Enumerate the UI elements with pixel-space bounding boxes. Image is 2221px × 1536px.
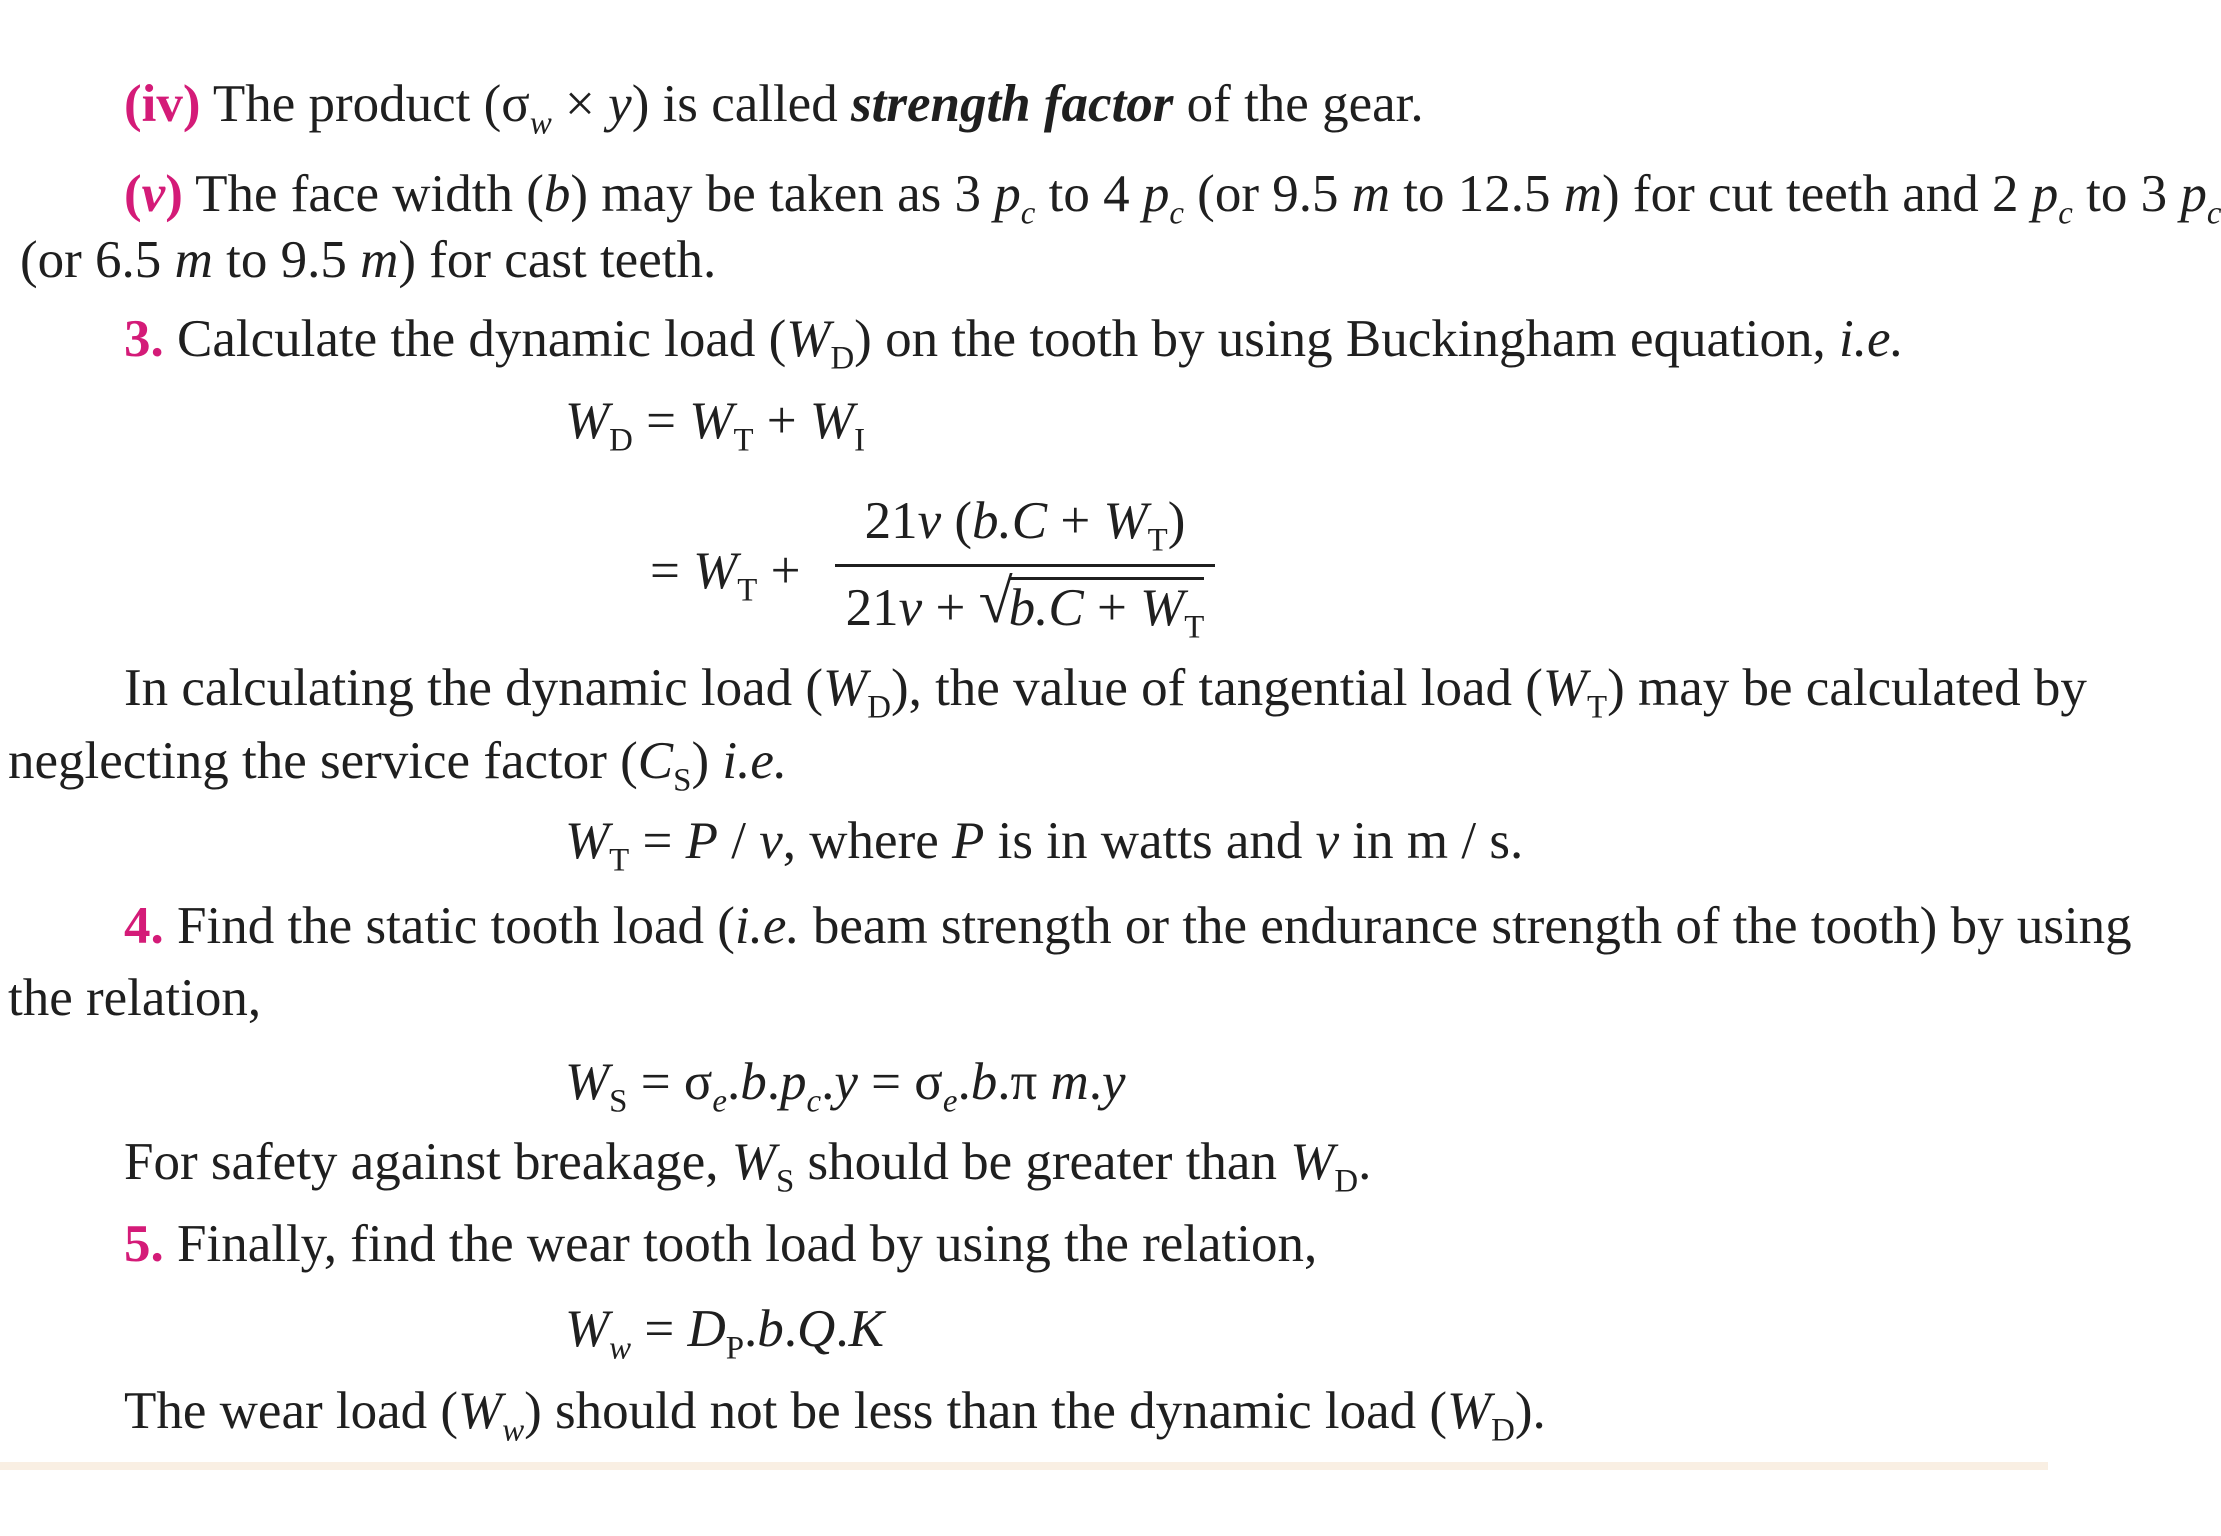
symbol: P bbox=[952, 812, 985, 870]
symbol: W bbox=[565, 1053, 610, 1111]
subscript: c bbox=[806, 1083, 822, 1120]
abbrev: i.e. bbox=[734, 897, 800, 955]
subscript: S bbox=[673, 762, 692, 799]
symbol: W bbox=[565, 812, 610, 870]
step-4-static-load bbox=[124, 897, 2132, 955]
subscript: c bbox=[2206, 195, 2221, 232]
operator: + bbox=[753, 392, 810, 450]
symbol: W bbox=[1447, 1382, 1492, 1440]
subscript: c bbox=[2058, 195, 2073, 232]
symbol: p bbox=[2180, 165, 2207, 223]
text: to 12.5 bbox=[1390, 165, 1564, 223]
text: (or 6.5 bbox=[20, 231, 175, 289]
item-label-iv: (iv) bbox=[124, 75, 201, 133]
text: ) may be taken as 3 bbox=[570, 165, 995, 223]
symbol: W bbox=[565, 392, 610, 450]
subscript: D bbox=[1491, 1412, 1515, 1449]
symbol: y bbox=[608, 75, 632, 133]
symbol: y bbox=[1101, 1053, 1126, 1111]
step-3-dynamic-load bbox=[124, 310, 1904, 377]
subscript: T bbox=[737, 572, 758, 609]
text: of the gear. bbox=[1173, 75, 1424, 133]
subscript: P bbox=[725, 1330, 745, 1367]
text: to 3 bbox=[2072, 165, 2181, 223]
operator: . bbox=[1088, 1053, 1102, 1111]
equation-dynamic-load-sum bbox=[565, 392, 866, 459]
text: (or 9.5 bbox=[1183, 165, 1352, 223]
operator: = bbox=[629, 812, 686, 870]
symbol: W bbox=[823, 659, 868, 717]
subscript: S bbox=[775, 1163, 795, 1200]
text: Finally, find the wear tooth load by using the relation, bbox=[163, 1215, 1318, 1273]
symbol: m bbox=[1050, 1053, 1089, 1111]
text: ) bbox=[691, 732, 723, 790]
step-number: 5. bbox=[124, 1215, 164, 1273]
operator: . bbox=[835, 1300, 849, 1358]
subscript: e bbox=[712, 1083, 727, 1120]
symbol: v bbox=[1315, 812, 1340, 870]
text: should be greater than bbox=[794, 1133, 1291, 1191]
subscript: S bbox=[609, 1083, 628, 1120]
symbol: W bbox=[693, 542, 738, 600]
paragraph-face-width-cont bbox=[20, 231, 717, 289]
operator: = σ bbox=[627, 1053, 713, 1111]
paragraph-tangential-load bbox=[124, 659, 2087, 726]
text: ) should not be less than the dynamic load ( bbox=[524, 1382, 1448, 1440]
text: the relation, bbox=[8, 969, 262, 1027]
symbol: b bbox=[740, 1053, 767, 1111]
step-number: 3. bbox=[124, 310, 164, 368]
equation-static-load bbox=[565, 1053, 1126, 1120]
operator: . bbox=[727, 1053, 741, 1111]
symbol: m bbox=[360, 231, 399, 289]
symbol: m bbox=[1563, 165, 1603, 223]
symbol: W bbox=[1542, 659, 1588, 717]
symbol: P bbox=[685, 812, 718, 870]
subscript: D bbox=[830, 340, 855, 377]
operator: . bbox=[766, 1053, 780, 1111]
paragraph-safety bbox=[124, 1133, 1372, 1200]
text: In calculating the dynamic load ( bbox=[124, 659, 824, 717]
text: ) for cut teeth and 2 bbox=[1602, 165, 2032, 223]
operator: + bbox=[757, 542, 801, 600]
symbol: W bbox=[458, 1382, 503, 1440]
equation-tangential-load bbox=[565, 812, 1524, 879]
fraction-numerator: 21v $(b.C + W_T)$ bbox=[864, 492, 1186, 559]
text: ) may be calculated by bbox=[1607, 659, 2087, 717]
step-4-static-load-cont bbox=[8, 969, 262, 1027]
equation-buckingham-lhs bbox=[650, 542, 801, 609]
operator: = bbox=[650, 542, 694, 600]
symbol: b bbox=[757, 1300, 784, 1358]
operator: . bbox=[997, 1053, 1011, 1111]
symbol: π bbox=[1010, 1053, 1038, 1111]
operator: = bbox=[631, 1300, 688, 1358]
text: × bbox=[551, 75, 609, 133]
operator: . bbox=[957, 1053, 971, 1111]
symbol: W bbox=[565, 1300, 610, 1358]
symbol: W bbox=[809, 392, 855, 450]
symbol: p bbox=[2031, 165, 2059, 223]
subscript: c bbox=[1020, 195, 1036, 232]
text: ) is called bbox=[631, 75, 851, 133]
text: ). bbox=[1514, 1382, 1546, 1440]
text: Find the static tooth load ( bbox=[163, 897, 735, 955]
symbol: m bbox=[1351, 165, 1391, 223]
symbol: W bbox=[786, 310, 831, 368]
equation-buckingham-fraction bbox=[835, 492, 1215, 646]
paragraph-strength-factor bbox=[124, 75, 1424, 142]
subscript: D bbox=[867, 689, 891, 726]
symbol: C bbox=[637, 732, 674, 790]
text: is in watts and bbox=[984, 812, 1316, 870]
page-bottom-divider bbox=[0, 1462, 2048, 1470]
text: ) for cast teeth. bbox=[398, 231, 717, 289]
text: to 9.5 bbox=[212, 231, 361, 289]
subscript: D bbox=[609, 422, 633, 459]
text: The product (σ bbox=[200, 75, 530, 133]
symbol: K bbox=[848, 1300, 884, 1358]
symbol: p bbox=[780, 1053, 807, 1111]
paragraph-face-width bbox=[124, 165, 2221, 232]
symbol: Q bbox=[797, 1300, 836, 1358]
text: in m / s. bbox=[1339, 812, 1524, 870]
operator: . bbox=[821, 1053, 835, 1111]
text: to 4 bbox=[1035, 165, 1143, 223]
symbol: W bbox=[689, 392, 734, 450]
symbol: p bbox=[1142, 165, 1170, 223]
square-root: √ $b.C + W_T$ bbox=[978, 568, 1205, 646]
text: ) on the tooth by using Buckingham equation, bbox=[854, 310, 1839, 368]
text: ), the value of tangential load ( bbox=[890, 659, 1543, 717]
symbol: p bbox=[994, 165, 1021, 223]
subscript: w bbox=[502, 1412, 525, 1449]
subscript: T bbox=[609, 842, 630, 879]
step-5-wear-load bbox=[124, 1215, 1318, 1273]
text bbox=[1037, 1053, 1050, 1111]
subscript: w bbox=[529, 105, 552, 142]
text: The face width ( bbox=[182, 165, 544, 223]
text: For safety against breakage, bbox=[124, 1133, 732, 1191]
emphasis-term: strength factor bbox=[850, 75, 1174, 133]
subscript: I bbox=[854, 422, 866, 459]
abbrev: i.e. bbox=[1838, 310, 1904, 368]
operator: . bbox=[744, 1300, 758, 1358]
item-label-v: (v) bbox=[124, 165, 183, 223]
abbrev: i.e. bbox=[722, 732, 788, 790]
text: neglecting the service factor ( bbox=[8, 732, 638, 790]
symbol: b bbox=[543, 165, 571, 223]
text: , where bbox=[782, 812, 952, 870]
operator: . bbox=[783, 1300, 798, 1358]
symbol: y bbox=[834, 1053, 858, 1111]
operator: = σ bbox=[857, 1053, 943, 1111]
symbol: v bbox=[759, 812, 783, 870]
step-number: 4. bbox=[124, 897, 164, 955]
subscript: D bbox=[1334, 1163, 1359, 1200]
text: . bbox=[1358, 1133, 1372, 1191]
subscript: w bbox=[609, 1330, 632, 1367]
symbol: W bbox=[731, 1133, 776, 1191]
paragraph-tangential-load-cont bbox=[8, 732, 788, 799]
fraction-bar bbox=[835, 564, 1215, 567]
operator: = bbox=[632, 392, 690, 450]
symbol: b bbox=[970, 1053, 998, 1111]
paragraph-wear-load bbox=[124, 1382, 1546, 1449]
operator: / bbox=[718, 812, 760, 870]
text: The wear load ( bbox=[124, 1382, 459, 1440]
symbol: D bbox=[687, 1300, 726, 1358]
subscript: c bbox=[1169, 195, 1184, 232]
text: beam strength or the endurance strength of the tooth) by using bbox=[799, 897, 2132, 955]
subscript: T bbox=[1587, 689, 1608, 726]
equation-wear-load bbox=[565, 1300, 884, 1367]
symbol: W bbox=[1290, 1133, 1335, 1191]
subscript: T bbox=[733, 422, 754, 459]
fraction-denominator: 21v + √ $b.C + W_T$ bbox=[845, 568, 1205, 646]
subscript: e bbox=[942, 1083, 958, 1120]
text: Calculate the dynamic load ( bbox=[163, 310, 787, 368]
symbol: m bbox=[174, 231, 213, 289]
